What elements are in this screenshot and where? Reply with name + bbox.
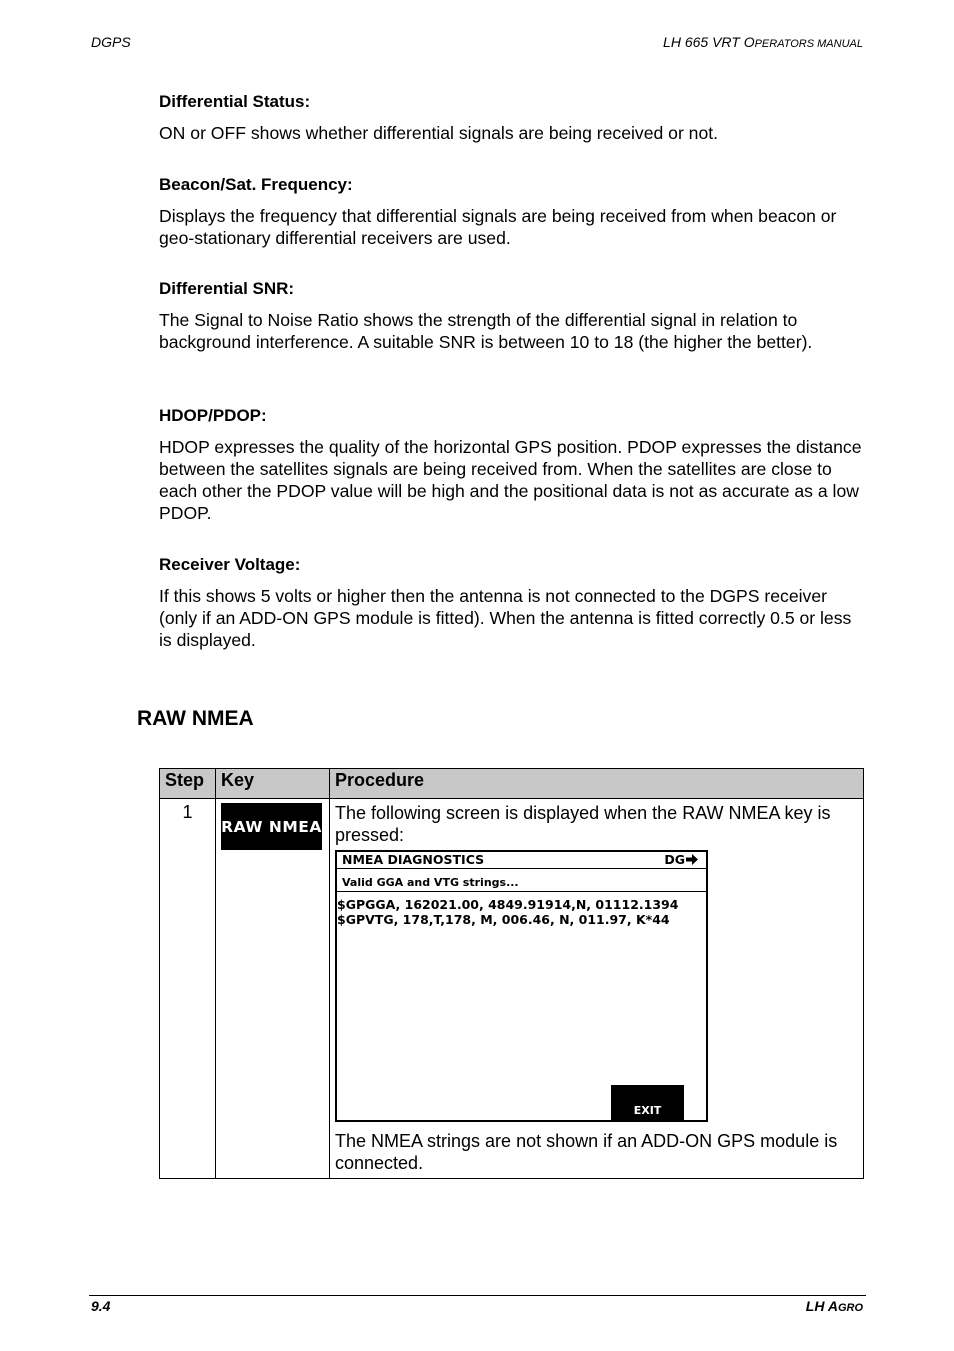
header-key: Key [216,769,330,799]
section-title: HDOP/PDOP: [159,406,267,425]
section-body: The Signal to Noise Ratio shows the strength of the differential signal in relation to background interference. A suitable SNR is between 10 to 18 (the higher the better). [159,310,813,352]
procedure-text-before: The following screen is displayed when the RAW NMEA key is pressed: [335,803,831,845]
header-step: Step [160,769,216,799]
section-title: Differential Status: [159,92,311,111]
nmea-line-gga: $GPGGA, 162021.00, 4849.91914,N, 01112.1394 [337,897,679,912]
section-title: Receiver Voltage: [159,555,301,574]
section-beacon-frequency [159,175,864,249]
raw-nmea-key-button[interactable]: RAW NMEA [221,803,322,850]
header-right-main: LH 665 VRT O [663,34,755,50]
footer-divider [89,1295,866,1296]
nmea-diagnostics-screen [335,850,708,1122]
section-title: Differential SNR: [159,279,295,298]
table-row [160,799,864,1179]
section-body: If this shows 5 volts or higher then the antenna is not connected to the DGPS receiver (only if an ADD-ON GPS module is fitted). When the antenna is fitted correctly 0.5 or less is displayed. [159,586,852,650]
section-receiver-voltage [159,555,864,651]
section-differential-snr [159,279,864,353]
screen-subtitle: Valid GGA and VTG strings... [337,869,706,892]
procedure-table [159,768,864,1179]
section-body: HDOP expresses the quality of the horizontal GPS position. PDOP expresses the distance between the satellites signals are being received from. When the satellites are close to each other the PDOP value will be high and the positional data is not as accurate as a low PDOP. [159,437,862,523]
procedure-cell [330,799,864,1179]
table-header-row [160,769,864,799]
header-procedure: Procedure [330,769,864,799]
arrow-right-icon [686,854,698,865]
header-left: DGPS [91,34,131,50]
raw-nmea-heading: RAW NMEA [137,707,254,730]
footer-brand-small: GRO [837,1302,863,1314]
section-body: ON or OFF shows whether differential signals are being received or not. [159,123,719,143]
screen-code-text: DG [664,852,685,867]
step-number: 1 [160,799,216,1179]
header-right [663,34,863,50]
section-hdop-pdop [159,406,864,524]
section-title: Beacon/Sat. Frequency: [159,175,353,194]
screen-title: NMEA DIAGNOSTICS [342,852,485,867]
exit-button[interactable]: EXIT [611,1085,684,1120]
section-differential-status [159,92,864,144]
screen-title-bar [337,852,706,869]
footer-brand [806,1298,863,1314]
nmea-line-vtg: $GPVTG, 178,T,178, M, 006.46, N, 011.97, K*44 [337,912,670,927]
header-right-small: PERATORS MANUAL [754,38,863,50]
screen-code [664,852,698,868]
page-number: 9.4 [91,1298,111,1314]
footer-brand-main: LH A [805,1298,838,1314]
screen-nmea-data [337,892,706,927]
procedure-text-after: The NMEA strings are not shown if an ADD-ON GPS module is connected. [335,1131,838,1173]
key-cell [216,799,330,1179]
section-body: Displays the frequency that differential signals are being received from when beacon or geo-stationary differential receivers are used. [159,206,837,248]
